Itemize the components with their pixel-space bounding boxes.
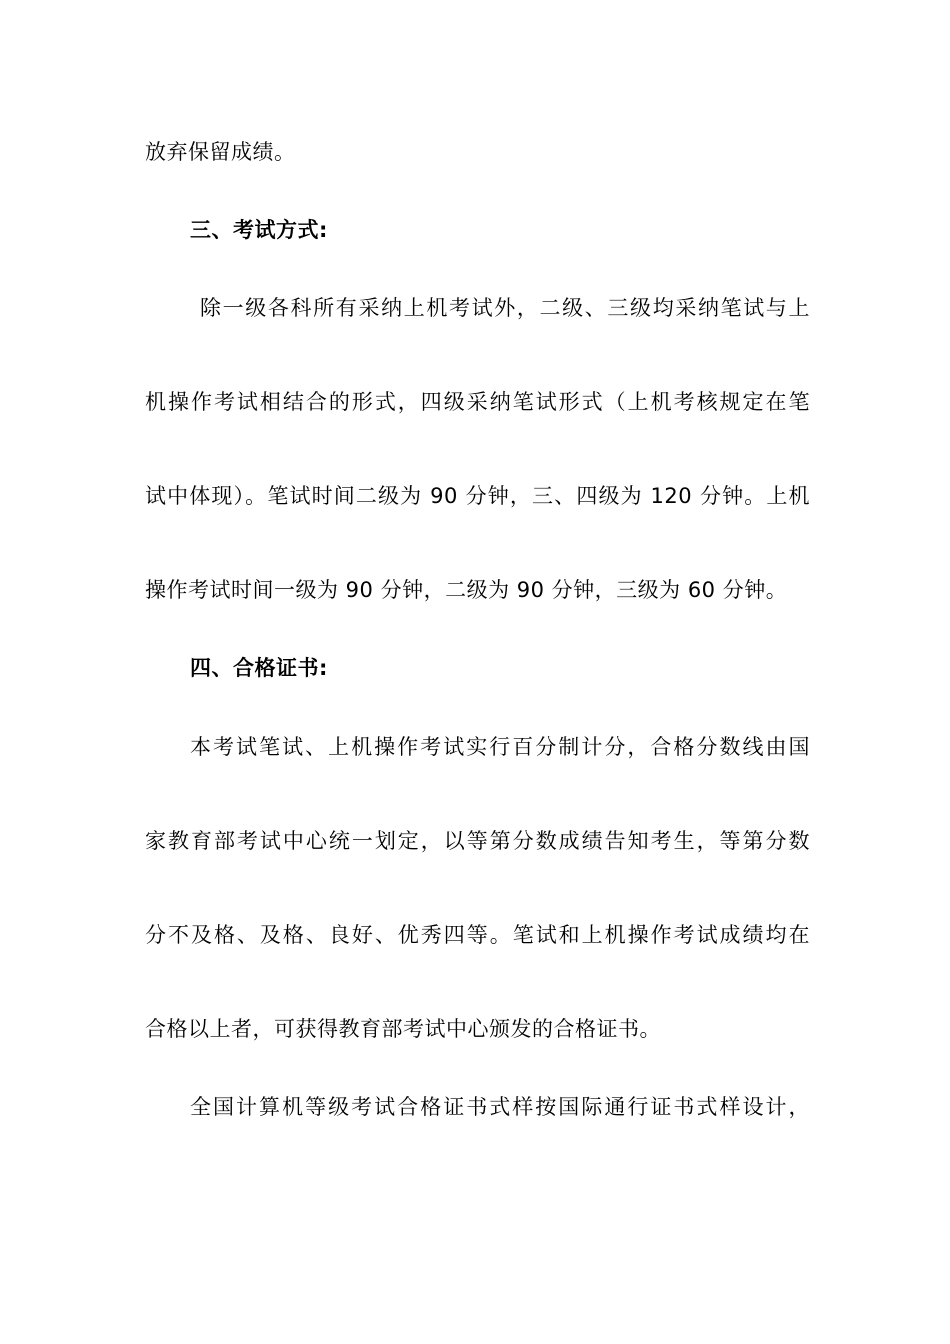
section-heading-exam-method: 三、考试方式: [190, 218, 328, 242]
paragraph-line: 试中体现）。笔试时间二级为 90 分钟，三、四级为 120 分钟。上机 [145, 484, 810, 508]
paragraph-line: 操作考试时间一级为 90 分钟，二级为 90 分钟，三级为 60 分钟。 [145, 578, 788, 602]
paragraph-line: 合格以上者，可获得教育部考试中心颁发的合格证书。 [145, 1017, 661, 1041]
paragraph-line: 机操作考试相结合的形式，四级采纳笔试形式（上机考核规定在笔 [145, 390, 810, 414]
paragraph-line: 全国计算机等级考试合格证书式样按国际通行证书式样设计， [190, 1095, 810, 1119]
paragraph-line: 放弃保留成绩。 [145, 140, 296, 164]
paragraph-line: 分不及格、及格、良好、优秀四等。笔试和上机操作考试成绩均在 [145, 923, 810, 947]
paragraph-line: 除一级各科所有采纳上机考试外，二级、三级均采纳笔试与上 [200, 296, 810, 320]
paragraph-line: 本考试笔试、上机操作考试实行百分制计分，合格分数线由国 [190, 735, 810, 759]
paragraph-line: 家教育部考试中心统一划定，以等第分数成绩告知考生，等第分数 [145, 829, 810, 853]
section-heading-certificate: 四、合格证书: [190, 656, 328, 680]
